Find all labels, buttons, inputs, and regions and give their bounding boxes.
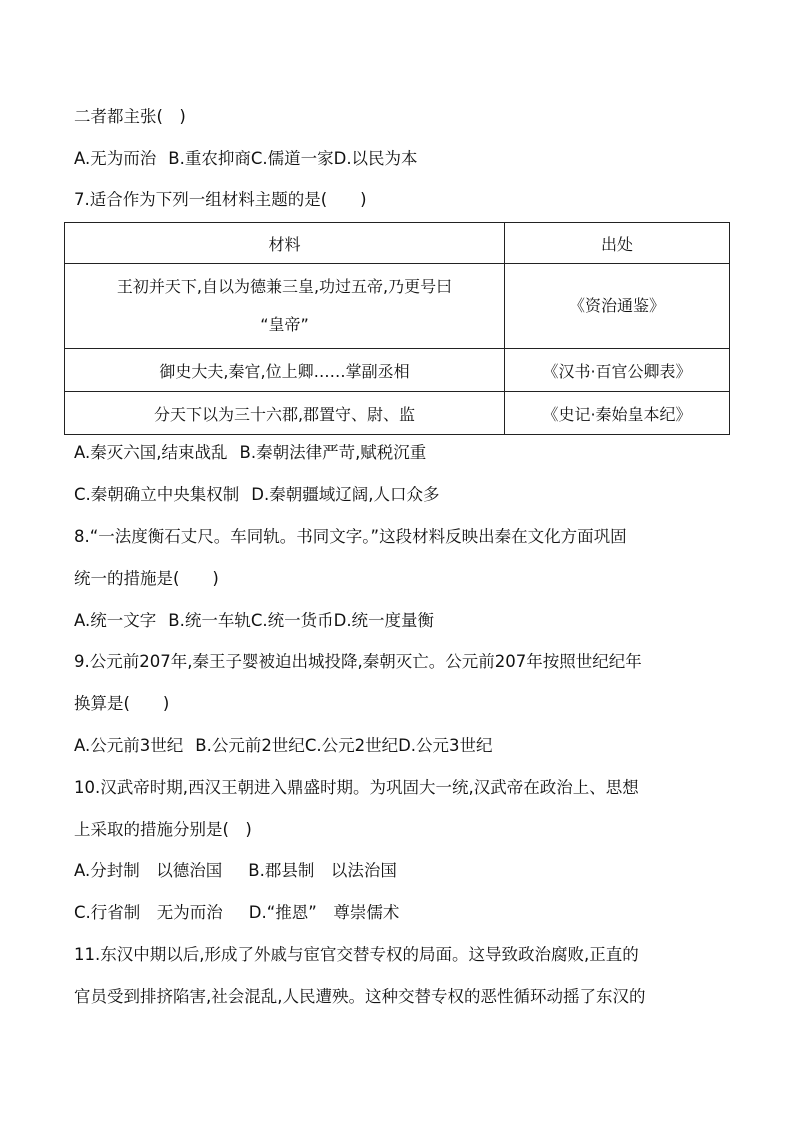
question-8-options <box>74 611 734 631</box>
question-7-stem: 7.适合作为下列一组材料主题的是( ) <box>74 190 367 209</box>
option-c: C.行省制 无为而治 <box>74 903 223 922</box>
question-9-options <box>74 736 734 756</box>
option-a: A.秦灭六国,结束战乱 <box>74 443 228 462</box>
question-10-stem: 10.汉武帝时期,西汉王朝进入鼎盛时期。为巩固大一统,汉武帝在政治上、思想 <box>74 778 639 797</box>
option-b: B.公元前2世纪 <box>195 736 305 755</box>
option-b: B.重农抑商 <box>168 149 251 168</box>
option-b: B.秦朝法律严苛,赋税沉重 <box>239 443 427 462</box>
question-7-options-row1 <box>74 443 734 463</box>
option-c: C.统一货币 <box>250 611 334 630</box>
option-d: D.公元3世纪 <box>398 736 493 755</box>
question-6-stem-end: 二者都主张( ) <box>74 107 186 126</box>
question-11-stem: 11.东汉中期以后,形成了外戚与宦官交替专权的局面。这导致政治腐败,正直的 <box>74 945 639 964</box>
question-11-stem-cont: 官员受到排挤陷害,社会混乱,人民遭殃。这种交替专权的恶性循环动摇了东汉的 <box>74 987 646 1006</box>
option-c: C.儒道一家 <box>250 149 334 168</box>
option-c: C.秦朝确立中央集权制 <box>74 485 240 504</box>
option-a: A.分封制 以德治国 <box>74 861 223 880</box>
option-b: B.统一车轨 <box>168 611 251 630</box>
question-9-stem: 9.公元前207年,秦王子婴被迫出城投降,秦朝灭亡。公元前207年按照世纪纪年 <box>74 652 642 671</box>
option-a: A.公元前3世纪 <box>74 736 184 755</box>
material-text-line2: “皇帝” <box>260 315 309 334</box>
question-10-options-row1 <box>74 861 734 881</box>
table-row <box>65 392 730 435</box>
source-table <box>64 222 730 435</box>
question-10-options-row2 <box>74 903 734 923</box>
table-row <box>65 349 730 392</box>
option-a: A.无为而治 <box>74 149 157 168</box>
source-cell: 《资治通鉴》 <box>505 264 730 349</box>
source-cell: 《史记·秦始皇本纪》 <box>505 392 730 435</box>
option-a: A.统一文字 <box>74 611 157 630</box>
source-cell: 《汉书·百官公卿表》 <box>505 349 730 392</box>
material-cell: 分天下以为三十六郡,郡置守、尉、监 <box>65 392 505 435</box>
question-8-stem-cont: 统一的措施是( ) <box>74 569 219 588</box>
header-source: 出处 <box>505 223 730 264</box>
option-d: D.以民为本 <box>333 149 418 168</box>
option-d: D.“推恩” 尊崇儒术 <box>248 903 400 922</box>
question-10-stem-cont: 上采取的措施分别是( ) <box>74 820 252 839</box>
option-c: C.公元2世纪 <box>304 736 399 755</box>
material-cell <box>65 264 505 349</box>
question-7-options-row2 <box>74 485 734 505</box>
option-b: B.郡县制 以法治国 <box>248 861 397 880</box>
option-d: D.秦朝疆域辽阔,人口众多 <box>251 485 440 504</box>
question-8-stem: 8.“一法度衡石丈尺。车同轨。书同文字。”这段材料反映出秦在文化方面巩固 <box>74 527 627 546</box>
material-text-line1: 王初并天下,自以为德兼三皇,功过五帝,乃更号曰 <box>116 277 453 296</box>
table-header-row <box>65 223 730 264</box>
question-9-stem-cont: 换算是( ) <box>74 694 170 713</box>
table-row <box>65 264 730 349</box>
header-material: 材料 <box>65 223 505 264</box>
question-6-options <box>74 149 734 169</box>
material-cell: 御史大夫,秦官,位上卿……掌副丞相 <box>65 349 505 392</box>
option-d: D.统一度量衡 <box>333 611 435 630</box>
